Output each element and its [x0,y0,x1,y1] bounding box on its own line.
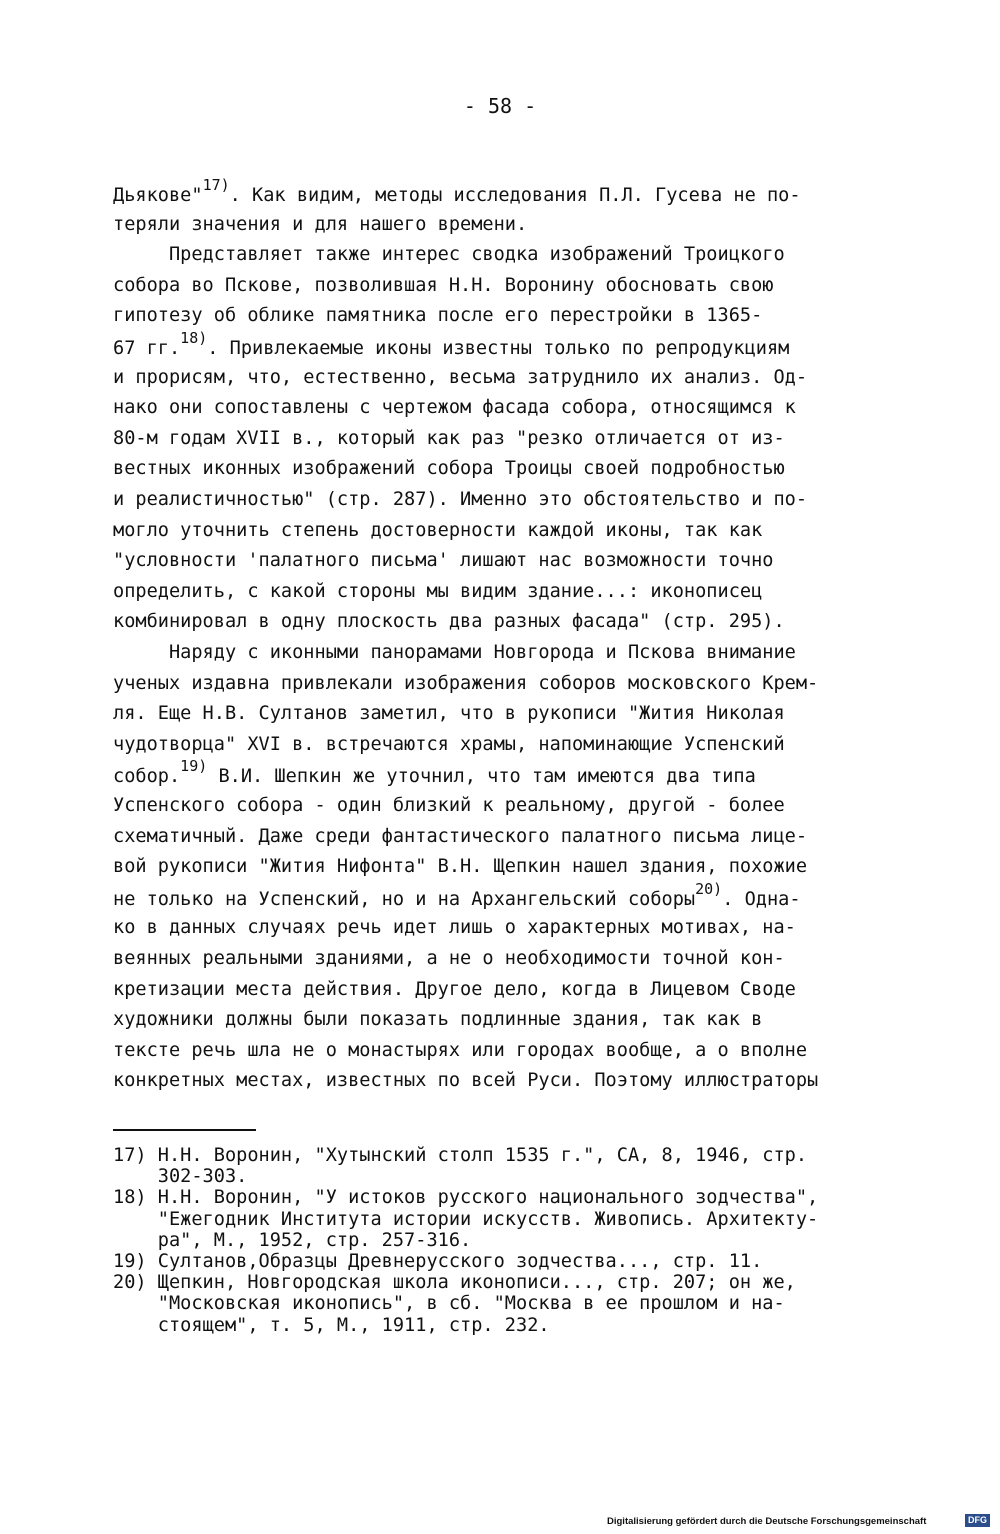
body-line [113,978,796,1000]
footnote-ref: 17) [202,176,230,194]
text-segment: могло уточнить степень достоверности каждой иконы, так как [113,519,763,541]
body-line [113,246,785,265]
text-segment: ко в данных случаях речь идет лишь о характерных мотивах, на- [113,917,796,939]
text-segment: Успенского собора - один близкий к реальному, другой - более [113,795,785,816]
body-line [113,733,785,755]
text-segment: теряли значения и для нашего времени. [113,213,528,235]
text-segment: В.И. Шепкин же уточнил, что там имеются два типа [207,766,756,788]
footnote-line: 17) Н.Н. Воронин, "Хутынский столп 1535 г.", СА, 8, 1946, стр. [113,1145,808,1166]
body-line [113,491,807,510]
body-line [113,644,796,663]
text-segment: художники должны были показать подлинные здания, так как в [113,1009,763,1031]
text-segment: схематичный. Даже среди фантастического палатного письма лице- [113,825,808,847]
body-line [113,797,785,816]
footnote-divider [113,1129,256,1131]
text-segment: гипотезу об облике памятника после его перестройки в 1365- [113,305,763,327]
text-segment: "условности 'палатного письма' лишают нас возможности точно [113,550,774,572]
footnote-line: ра", М., 1952, стр. 257-316. [113,1229,472,1251]
body-line [113,366,808,388]
body-line [113,950,785,969]
body-line [113,919,796,938]
footnote-ref: 18) [180,329,208,347]
body-line [113,672,819,694]
body-line [113,427,785,449]
body-line [113,1039,808,1061]
text-segment: 80-м годам XVII в., который как раз "резко отличается от из- [113,427,785,449]
text-segment: тексте речь шла не о монастырях или городах вообще, а о вполне [113,1039,808,1061]
text-segment: нако они сопоставлены с чертежом фасада собора, относящимся к [113,397,796,419]
text-segment: Представляет также интерес сводка изображений Троицкого [113,244,785,266]
footnote-line: 18) Н.Н. Воронин, "У истоков русского национального зодчества", [113,1187,819,1209]
body-line [113,329,790,359]
text-segment: веянных реальными зданиями, а не о необходимости точной кон- [113,948,785,969]
body-line [113,580,763,602]
body-line [113,757,756,788]
text-segment: чудотворца" XVI в. встречаются храмы, напоминающие Успенский [113,733,785,755]
body-line [113,858,807,877]
text-segment: 67 гг. [113,338,181,359]
text-segment: Дьякове" [113,185,203,206]
text-segment: ученых издавна привлекали изображения соборов московского Крем- [113,672,819,694]
body-line [113,825,808,847]
text-segment: вестных иконных изображений собора Троицы своей подробностью [113,458,785,480]
text-segment: собора во Пскове, позволившая Н.Н. Воронину обосновать свою [113,274,774,296]
body-line [113,399,796,418]
body-line [113,1072,818,1091]
body-line [113,1011,762,1030]
footnote-line: стоящем", т. 5, М., 1911, стр. 232. [113,1314,550,1336]
footnote-line: 20) Щепкин, Новгородская школа иконописи..., стр. 207; он же, [113,1272,796,1294]
body-line [113,519,763,541]
body-line [113,613,785,632]
text-segment: . Одна- [722,888,801,910]
page-number: - 58 - [463,94,537,118]
text-segment: собор. [113,766,181,788]
footnote-line: "Ежегодник Института истории искусств. Живопись. Архитекту- [113,1208,819,1230]
text-segment: конкретных местах, известных по всей Руси. Поэтому иллюстраторы [113,1070,819,1092]
footnote-ref: 19) [180,757,208,776]
dfg-logo: DFG [965,1514,990,1527]
text-segment: и прорисям, что, естественно, весьма затруднило их анализ. Од- [113,366,808,388]
text-segment: и реалистичностью" (стр. 287). Именно это обстоятельство и по- [113,489,808,510]
text-segment: Наряду с иконными панорамами Новгорода и Пскова внимание [113,642,796,663]
footnote-line: 19) Султанов,Образцы Древнерусского зодчества..., стр. 11. [113,1251,763,1272]
body-line [113,274,774,296]
digitization-attribution: Digitalisierung gefördert durch die Deutsche Forschungsgemeinschaft [607,1516,927,1527]
text-segment: определить, с какой стороны мы видим здание...: иконописец [113,580,763,602]
body-line [113,879,801,910]
text-segment: . Привлекаемые иконы известны только по репродукциям [207,338,790,359]
text-segment: кретизации места действия. Другое дело, когда в Лицевом Своде [113,978,796,1000]
text-segment: не только на Успенский, но и на Архангельский соборы [113,888,696,910]
body-line [113,176,801,206]
body-line [113,460,785,479]
body-line [113,552,773,571]
text-segment: ля. Еще Н.В. Султанов заметил, что в рукописи "Жития Николая [113,703,785,725]
body-line [113,705,785,724]
text-segment: комбинировал в одну плоскость два разных фасада" (стр. 295). [113,611,785,633]
text-segment: . Как видим, методы исследования П.Л. Гусева не по- [229,185,801,206]
text-segment: вой рукописи "Жития Нифонта" В.Н. Щепкин нашел здания, похожие [113,856,808,878]
body-line [113,213,528,235]
body-line [113,307,762,326]
footnote-line: 302-303. [113,1166,248,1188]
footnote-line: "Московская иконопись", в сб. "Москва в ее прошлом и на- [113,1293,785,1315]
footnote-ref: 20) [695,879,723,898]
